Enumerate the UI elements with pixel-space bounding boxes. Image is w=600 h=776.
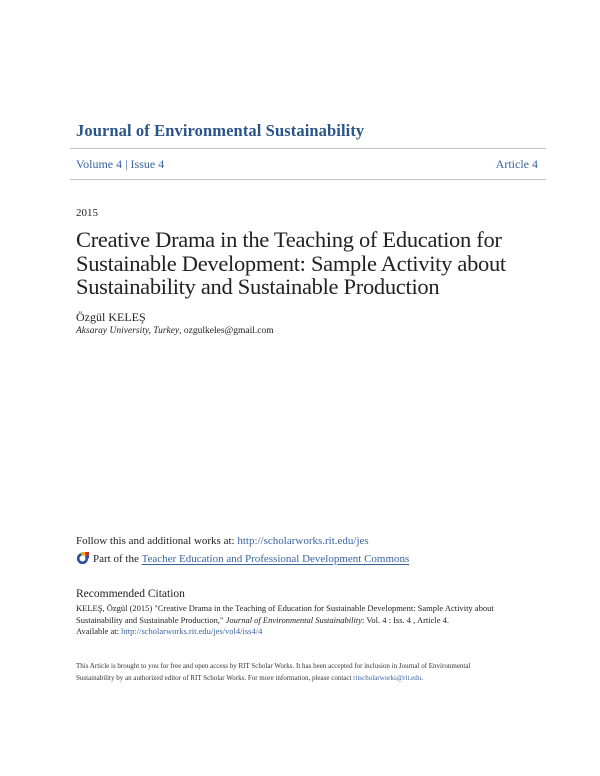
citation-available-line <box>76 626 556 638</box>
follow-url-link[interactable]: http://scholarworks.rit.edu/jes <box>237 535 369 547</box>
part-of-label: Part of the <box>93 552 139 565</box>
citation-line-2 <box>76 615 556 627</box>
volume-link[interactable]: Volume 4 <box>76 157 123 171</box>
issue-link[interactable]: Issue 4 <box>130 157 165 171</box>
paper-title-line: Sustainability and Sustainable Production <box>76 274 440 299</box>
header-divider-bottom <box>70 179 546 180</box>
affiliation-institution: Aksaray University, Turkey <box>76 326 180 336</box>
author-affiliation <box>76 326 274 336</box>
commons-discipline-link[interactable]: Teacher Education and Professional Development Commons <box>141 552 410 565</box>
footer-line-1: This Article is brought to you for free and open access by RIT Scholar Works. It has been accepted for inclusion in Journal of Environmental <box>76 662 471 670</box>
paper-title-line: Creative Drama in the Teaching of Education for <box>76 227 502 252</box>
volume-issue-separator: | <box>125 157 128 171</box>
available-label: Available at: <box>76 626 122 636</box>
footer-line-2 <box>76 672 556 684</box>
article-number-link[interactable]: Article 4 <box>495 157 538 171</box>
follow-label: Follow this and additional works at: <box>76 535 238 547</box>
publication-year: 2015 <box>76 207 98 219</box>
citation-title-text: Sustainability and Sustainable Production," <box>76 614 226 625</box>
paper-title <box>76 228 546 299</box>
citation-journal-name: Journal of Environmental Sustainability <box>225 614 362 625</box>
article-url-link[interactable]: http://scholarworks.rit.edu/jes/vol4/iss4/4 <box>121 626 263 636</box>
journal-title[interactable]: Journal of Environmental Sustainability <box>76 121 365 140</box>
part-of-line <box>76 552 409 565</box>
citation-block <box>76 603 556 638</box>
paper-title-line: Sustainable Development: Sample Activity about <box>76 250 506 276</box>
footer-period: . <box>421 674 423 682</box>
author-name[interactable]: Özgül KELEŞ <box>76 310 146 324</box>
follow-line <box>76 535 369 547</box>
header-divider-top <box>70 148 546 149</box>
citation-volume-text: : Vol. 4 : Iss. 4 , Article 4. <box>362 614 450 625</box>
access-footer-note <box>76 660 556 684</box>
citation-line-1: KELEŞ, Özgül (2015) "Creative Drama in the Teaching of Education for Sustainable Development: Sample Activity about <box>76 603 494 613</box>
contact-email-link[interactable]: ritscholarworks@rit.edu <box>353 674 422 682</box>
recommended-citation-heading: Recommended Citation <box>76 588 185 600</box>
bepress-commons-icon <box>76 552 89 565</box>
footer-text: Sustainability by an authorized editor of RIT Scholar Works. For more information, please contact <box>76 674 354 682</box>
author-email: , ozgulkeles@gmail.com <box>179 326 274 336</box>
volume-issue-line <box>76 157 164 172</box>
